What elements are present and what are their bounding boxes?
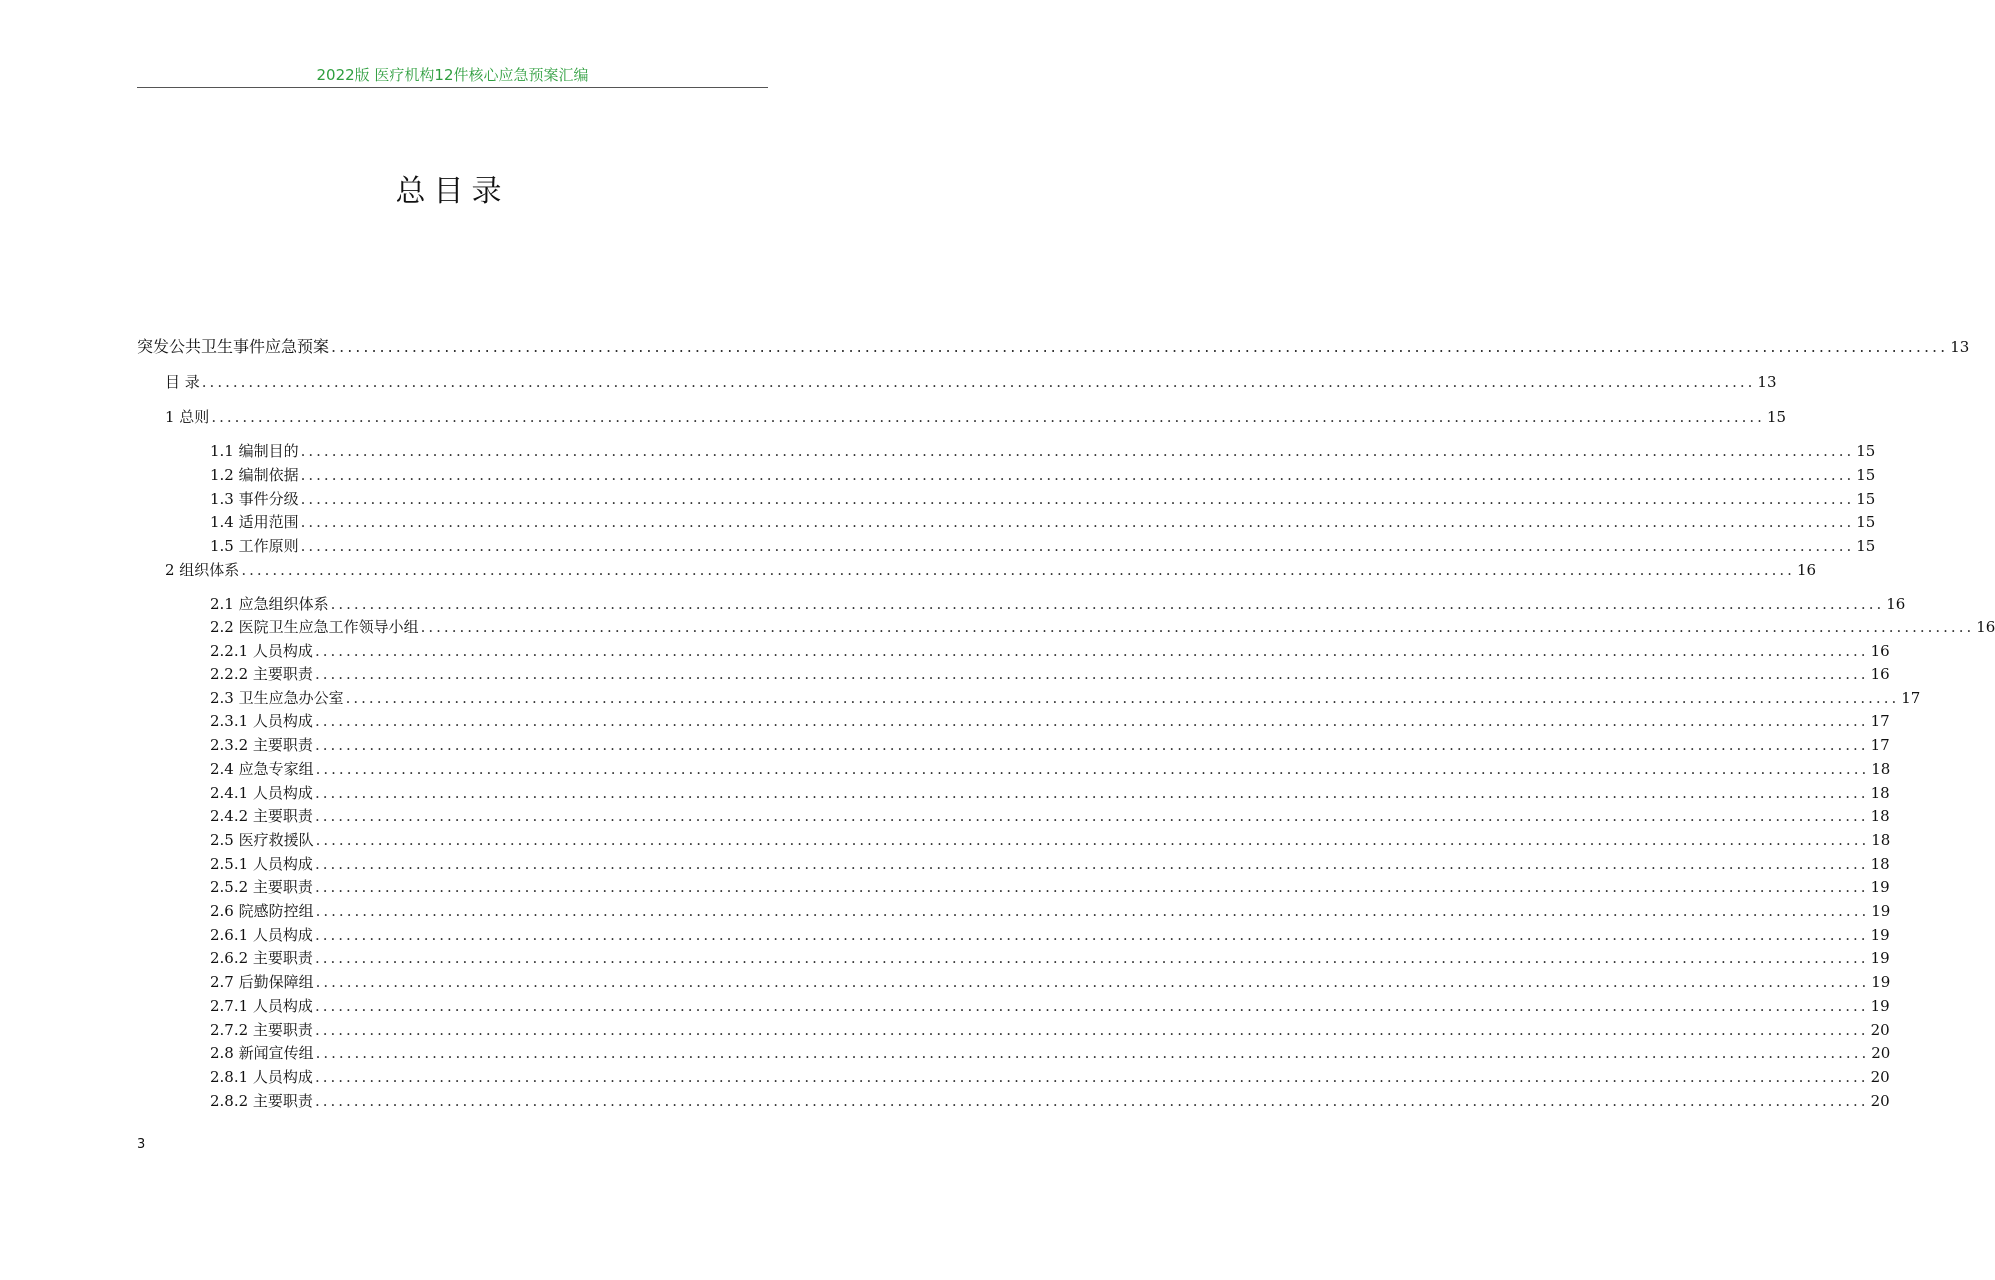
toc-entry-page: 18: [1871, 760, 1891, 778]
toc-entry-page: 20: [1870, 1068, 1890, 1086]
toc-entry-label: 2.7.2 主要职责: [210, 1021, 313, 1039]
toc-dot-leader: ........................................................................................................................................................................................................: [420, 618, 1975, 636]
toc-entry[interactable]: [210, 440, 1876, 462]
toc-entry[interactable]: [210, 464, 1876, 486]
toc-entry-label: 2.2 医院卫生应急工作领导小组: [210, 618, 419, 636]
toc-entry[interactable]: [210, 829, 1891, 851]
toc-dot-leader: ........................................................................................................................................................................................................: [314, 807, 1869, 825]
toc-dot-leader: ........................................................................................................................................................................................................: [241, 561, 1795, 579]
toc-dot-leader: ........................................................................................................................................................................................................: [314, 926, 1869, 944]
page-title: 总目录: [395, 174, 510, 209]
toc-entry-page: 17: [1901, 689, 1921, 707]
toc-entry[interactable]: [210, 710, 1890, 732]
toc-entry[interactable]: [210, 640, 1890, 662]
toc-entry-label: 2 组织体系: [165, 561, 240, 579]
toc-entry-label: 2.3 卫生应急办公室: [210, 689, 344, 707]
toc-entry-page: 15: [1856, 537, 1876, 555]
toc-entry[interactable]: [210, 511, 1876, 533]
toc-entry[interactable]: [210, 734, 1890, 756]
toc-entry-page: 15: [1856, 466, 1876, 484]
toc-entry[interactable]: [210, 535, 1876, 557]
toc-entry-page: 13: [1757, 373, 1777, 391]
toc-entry-label: 2.6.2 主要职责: [210, 949, 313, 967]
toc-dot-leader: ........................................................................................................................................................................................................: [315, 1044, 1870, 1062]
toc-entry-page: 13: [1950, 338, 1970, 356]
toc-entry-label: 1 总则: [165, 408, 210, 426]
toc-entry-page: 19: [1871, 902, 1891, 920]
toc-entry-page: 16: [1796, 561, 1817, 579]
toc-entry-page: 17: [1870, 712, 1890, 730]
toc-entry[interactable]: [210, 995, 1890, 1017]
toc-dot-leader: ........................................................................................................................................................................................................: [314, 642, 1869, 660]
toc-entry[interactable]: [165, 559, 1817, 581]
toc-dot-leader: ........................................................................................................................................................................................................: [330, 595, 1885, 613]
toc-entry-page: 20: [1871, 1044, 1891, 1062]
toc-entry[interactable]: [165, 371, 1777, 393]
toc-entry-page: 17: [1870, 736, 1890, 754]
toc-entry[interactable]: [210, 488, 1876, 510]
toc-entry-label: 2.7.1 人员构成: [210, 997, 313, 1015]
toc-entry-label: 1.2 编制依据: [210, 466, 299, 484]
toc-dot-leader: ........................................................................................................................................................................................................: [211, 408, 1765, 426]
toc-entry-label: 2.1 应急组织体系: [210, 595, 329, 613]
toc-dot-leader: ........................................................................................................................................................................................................: [314, 665, 1869, 683]
toc-entry[interactable]: [210, 1019, 1890, 1041]
toc-entry-page: 15: [1856, 442, 1876, 460]
toc-entry[interactable]: [210, 1090, 1890, 1112]
toc-entry-label: 2.5.1 人员构成: [210, 855, 313, 873]
toc-entry[interactable]: [210, 687, 1921, 709]
toc-entry-page: 16: [1870, 642, 1890, 660]
toc-dot-leader: ........................................................................................................................................................................................................: [314, 878, 1869, 896]
toc-entry-label: 2.6 院感防控组: [210, 902, 314, 920]
toc-dot-leader: ........................................................................................................................................................................................................: [314, 784, 1869, 802]
toc-entry-label: 2.8 新闻宣传组: [210, 1044, 314, 1062]
toc-entry[interactable]: [210, 947, 1890, 969]
toc-dot-leader: ........................................................................................................................................................................................................: [314, 949, 1869, 967]
toc-entry-label: 2.4 应急专家组: [210, 760, 314, 778]
toc-dot-leader: ........................................................................................................................................................................................................: [315, 760, 1870, 778]
toc-entry-page: 19: [1870, 997, 1890, 1015]
toc-entry-page: 19: [1870, 926, 1890, 944]
toc-dot-leader: ........................................................................................................................................................................................................: [314, 1092, 1869, 1110]
toc-entry[interactable]: [210, 971, 1891, 993]
toc-entry-page: 20: [1870, 1092, 1890, 1110]
toc-entry-label: 2.4.1 人员构成: [210, 784, 313, 802]
toc-entry-page: 19: [1870, 949, 1890, 967]
toc-entry[interactable]: [210, 758, 1891, 780]
toc-entry[interactable]: [210, 616, 1995, 638]
toc-entry[interactable]: [210, 593, 1906, 615]
toc-dot-leader: ........................................................................................................................................................................................................: [314, 1068, 1869, 1086]
toc-entry-page: 15: [1856, 513, 1876, 531]
toc-entry[interactable]: [137, 336, 1970, 358]
toc-dot-leader: ........................................................................................................................................................................................................: [314, 736, 1869, 754]
toc-dot-leader: ........................................................................................................................................................................................................: [300, 537, 1855, 555]
toc-dot-leader: ........................................................................................................................................................................................................: [300, 513, 1855, 531]
toc-dot-leader: ........................................................................................................................................................................................................: [315, 973, 1870, 991]
toc-entry-label: 2.4.2 主要职责: [210, 807, 313, 825]
toc-dot-leader: ........................................................................................................................................................................................................: [300, 466, 1855, 484]
toc-entry-label: 2.2.1 人员构成: [210, 642, 313, 660]
toc-entry-label: 2.8.1 人员构成: [210, 1068, 313, 1086]
toc-entry-page: 18: [1871, 831, 1891, 849]
toc-dot-leader: ........................................................................................................................................................................................................: [315, 902, 1870, 920]
toc-dot-leader: ........................................................................................................................................................................................................: [315, 831, 1870, 849]
toc-dot-leader: ........................................................................................................................................................................................................: [201, 373, 1756, 391]
toc-dot-leader: ........................................................................................................................................................................................................: [314, 712, 1869, 730]
toc-entry-label: 1.5 工作原则: [210, 537, 299, 555]
toc-entry[interactable]: [210, 924, 1890, 946]
toc-entry[interactable]: [210, 853, 1890, 875]
toc-entry[interactable]: [210, 663, 1890, 685]
toc-entry-page: 15: [1856, 490, 1876, 508]
toc-entry-page: 18: [1870, 855, 1890, 873]
running-header: 2022版 医疗机构12件核心应急预案汇编: [316, 66, 589, 84]
toc-entry-page: 18: [1870, 807, 1890, 825]
toc-entry-label: 1.1 编制目的: [210, 442, 299, 460]
toc-dot-leader: ........................................................................................................................................................................................................: [300, 490, 1855, 508]
toc-entry-label: 1.3 事件分级: [210, 490, 299, 508]
toc-entry-page: 18: [1870, 784, 1890, 802]
toc-entry-page: 20: [1870, 1021, 1890, 1039]
toc-dot-leader: ........................................................................................................................................................................................................: [331, 337, 1949, 356]
toc-entry-label: 1.4 适用范围: [210, 513, 299, 531]
toc-entry-page: 16: [1870, 665, 1890, 683]
toc-dot-leader: ........................................................................................................................................................................................................: [345, 689, 1900, 707]
toc-entry-page: 15: [1766, 408, 1787, 426]
toc-entry-page: 19: [1871, 973, 1891, 991]
toc-entry-page: 16: [1976, 618, 1995, 636]
toc-entry-label: 2.5.2 主要职责: [210, 878, 313, 896]
toc-entry[interactable]: [210, 805, 1890, 827]
toc-dot-leader: ........................................................................................................................................................................................................: [314, 855, 1869, 873]
toc-entry-label: 突发公共卫生事件应急预案: [137, 337, 330, 356]
toc-entry[interactable]: [210, 900, 1891, 922]
toc-entry[interactable]: [210, 1042, 1891, 1064]
toc-entry-label: 2.6.1 人员构成: [210, 926, 313, 944]
toc-entry-label: 2.3.2 主要职责: [210, 736, 313, 754]
toc-entry-label: 目 录: [165, 373, 200, 391]
toc-entry-label: 2.7 后勤保障组: [210, 973, 314, 991]
toc-entry-label: 2.8.2 主要职责: [210, 1092, 313, 1110]
toc-entry[interactable]: [210, 876, 1890, 898]
toc-entry-page: 16: [1886, 595, 1906, 613]
toc-entry-label: 2.5 医疗救援队: [210, 831, 314, 849]
toc-entry[interactable]: [210, 1066, 1890, 1088]
toc-entry-label: 2.3.1 人员构成: [210, 712, 313, 730]
toc-entry[interactable]: [210, 782, 1890, 804]
toc-dot-leader: ........................................................................................................................................................................................................: [314, 997, 1869, 1015]
toc-entry[interactable]: [165, 406, 1787, 428]
toc-dot-leader: ........................................................................................................................................................................................................: [314, 1021, 1869, 1039]
toc-entry-page: 19: [1870, 878, 1890, 896]
toc-dot-leader: ........................................................................................................................................................................................................: [300, 442, 1855, 460]
page-number: 3: [137, 1137, 146, 1152]
toc-entry-label: 2.2.2 主要职责: [210, 665, 313, 683]
